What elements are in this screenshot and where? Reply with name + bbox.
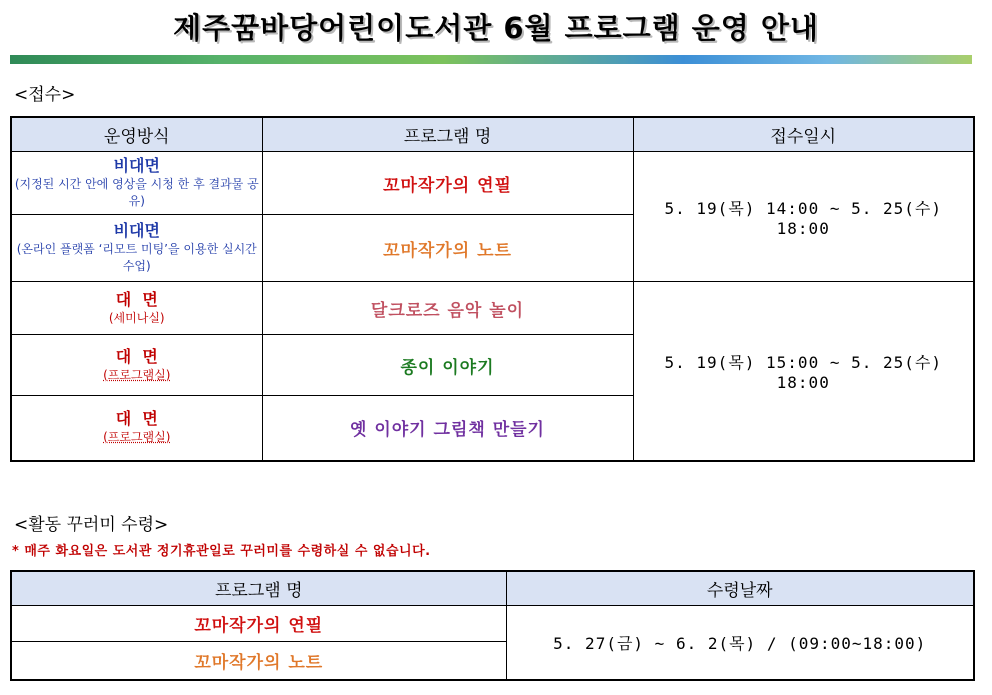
- section-heading-pickup: <활동 꾸러미 수령>: [14, 515, 169, 535]
- reception-date: 5. 19(목) 15:00 ~ 5. 25(수) 18:00: [633, 282, 974, 461]
- page-title: 제주꿈바당어린이도서관 6월 프로그램 운영 안내: [173, 11, 819, 45]
- header-program: 프로그램 명: [11, 571, 506, 606]
- program-name: 꼬마작가의 노트: [11, 642, 506, 680]
- method-label: 비대면: [113, 156, 160, 175]
- method-label: 비대면: [113, 221, 160, 240]
- program-name: 꼬마작가의 연필: [262, 152, 633, 215]
- header-date: 접수일시: [633, 117, 974, 152]
- reception-date: 5. 19(목) 14:00 ~ 5. 25(수) 18:00: [633, 152, 974, 282]
- method-note: (온라인 플랫폼 ‘리모트 미팅’을 이용한 실시간 수업): [16, 242, 257, 273]
- pickup-date: 5. 27(금) ~ 6. 2(목) / (09:00~18:00): [506, 606, 974, 680]
- method-note: (지정된 시간 안에 영상을 시청 한 후 결과물 공유): [14, 177, 259, 208]
- table-row: [11, 606, 974, 642]
- method-cell: [11, 396, 262, 461]
- section-heading-reception: <접수>: [14, 85, 76, 105]
- program-name: 달크로즈 음악 놀이: [262, 282, 633, 335]
- pickup-table: [10, 570, 975, 681]
- gradient-divider: [10, 55, 972, 64]
- table-header-row: [11, 571, 974, 606]
- method-cell: [11, 215, 262, 282]
- table-row: [11, 152, 974, 215]
- method-label: 대 면: [115, 289, 158, 309]
- method-cell: [11, 282, 262, 335]
- method-note: (세미나실): [108, 310, 165, 325]
- method-cell: [11, 335, 262, 396]
- program-name: 옛 이야기 그림책 만들기: [262, 396, 633, 461]
- table-row: [11, 282, 974, 335]
- header-pickup-date: 수령날짜: [506, 571, 974, 606]
- program-name: 꼬마작가의 연필: [11, 606, 506, 642]
- header-method: 운영방식: [11, 117, 262, 152]
- table-header-row: [11, 117, 974, 152]
- header-program: 프로그램 명: [262, 117, 633, 152]
- program-name: 종이 이야기: [262, 335, 633, 396]
- program-name: 꼬마작가의 노트: [262, 215, 633, 282]
- method-note: (프로그램실): [103, 367, 171, 382]
- closure-notice: * 매주 화요일은 도서관 정기휴관일로 꾸러미를 수령하실 수 없습니다.: [12, 544, 431, 559]
- reception-table: [10, 116, 975, 462]
- method-note: (프로그램실): [103, 430, 171, 445]
- method-cell: [11, 152, 262, 215]
- method-label: 대 면: [115, 346, 158, 366]
- method-label: 대 면: [115, 409, 158, 429]
